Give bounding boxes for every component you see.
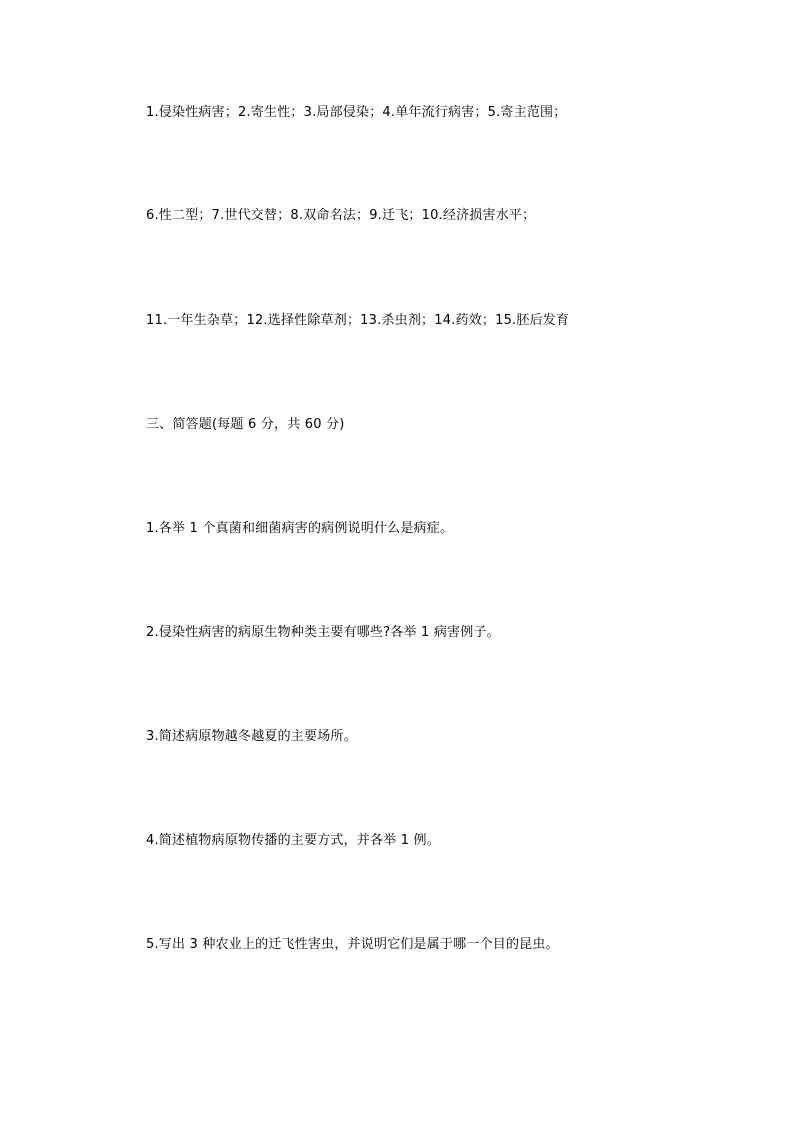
question-2: 2.侵染性病害的病原生物种类主要有哪些?各举 1 病害例子。 — [146, 625, 500, 640]
question-4: 4.简述植物病原物传播的主要方式，并各举 1 例。 — [146, 833, 440, 848]
question-5: 5.写出 3 种农业上的迁飞性害虫，并说明它们是属于哪一个目的昆虫。 — [146, 937, 559, 952]
question-1: 1.各举 1 个真菌和细菌病害的病例说明什么是病症。 — [146, 521, 454, 536]
terms-line-3: 11.一年生杂草；12.选择性除草剂；13.杀虫剂；14.药效；15.胚后发育 — [146, 313, 570, 328]
terms-line-1: 1.侵染性病害；2.寄生性；3.局部侵染；4.单年流行病害；5.寄主范围； — [146, 105, 567, 120]
question-3: 3.简述病原物越冬越夏的主要场所。 — [146, 729, 357, 744]
terms-line-2: 6.性二型；7.世代交替；8.双命名法；9.迁飞；10.经济损害水平； — [146, 208, 536, 223]
section-heading: 三、简答题(每题 6 分，共 60 分) — [146, 417, 345, 432]
